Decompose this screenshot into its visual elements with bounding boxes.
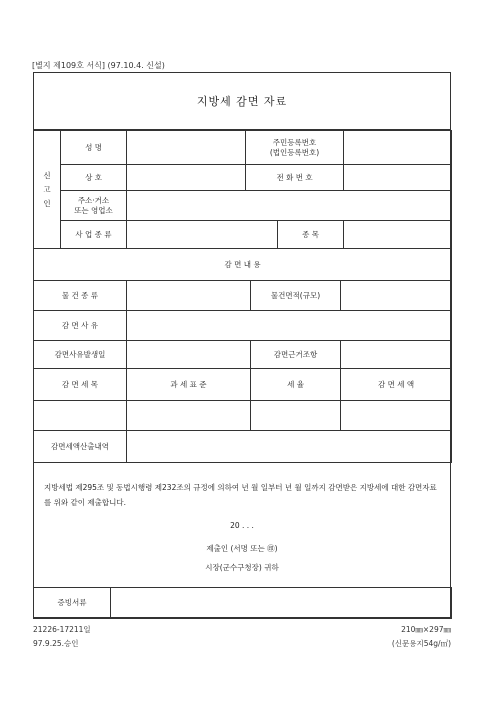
tax-item-label: 감 면 세 목	[34, 369, 127, 401]
reason-date-field[interactable]	[127, 341, 251, 369]
evidence-field[interactable]	[111, 588, 452, 619]
address-field[interactable]	[127, 191, 452, 221]
item-area-field[interactable]	[341, 281, 452, 311]
item-type-label: 물 건 종 류	[34, 281, 127, 311]
resident-no-label: 주민등록번호 (법인등록번호)	[246, 131, 344, 165]
reason-field[interactable]	[127, 311, 452, 341]
basis-label: 감면근거조항	[251, 341, 341, 369]
calc-detail-field[interactable]	[127, 431, 452, 463]
phone-label: 전 화 번 호	[246, 165, 344, 191]
footer-approval: 97.9.25.승인	[33, 639, 79, 648]
phone-field[interactable]	[344, 165, 452, 191]
calc-detail-label: 감면세액산출내역	[34, 431, 127, 463]
evidence-label: 증빙서류	[34, 588, 111, 619]
basis-field[interactable]	[341, 341, 452, 369]
category-label: 종 목	[278, 221, 344, 249]
name-label: 성 명	[61, 131, 127, 165]
footer-form-number: 21226-17211일	[33, 625, 91, 634]
exemption-section-header: 감 면 내 용	[34, 249, 452, 281]
exemption-table	[33, 248, 452, 463]
applicant-table	[33, 130, 452, 249]
category-field[interactable]	[344, 221, 452, 249]
resident-no-field[interactable]	[344, 131, 452, 165]
item-type-field[interactable]	[127, 281, 251, 311]
address-label: 주소·거소 또는 영업소	[61, 191, 127, 221]
tax-base-label: 과 세 표 준	[127, 369, 251, 401]
amount-label: 감 면 세 액	[341, 369, 452, 401]
tax-item-field[interactable]	[34, 401, 127, 431]
business-type-field[interactable]	[127, 221, 278, 249]
footer-paper-size: 210㎜×297㎜	[401, 625, 451, 634]
applicant-section-label: 신고인	[34, 131, 61, 249]
form-title: 지방세 감면 자료	[33, 72, 451, 130]
reason-date-label: 감면사유발생일	[34, 341, 127, 369]
name-field[interactable]	[127, 131, 246, 165]
declaration-recipient: 시장(군수구청장) 귀하	[205, 563, 279, 572]
form-id: [별지 제109호 서식] (97.10.4. 신설)	[32, 61, 165, 70]
declaration-text: 지방세법 제295조 및 동법시행령 제232조의 규정에 의하여 년 월 일부터 년 월 일까지 감면받은 지방세에 대한 감면자료를 위와 같이 제출합니다.	[44, 483, 437, 507]
declaration-date: 20 . . .	[230, 521, 254, 530]
tax-base-field[interactable]	[127, 401, 251, 431]
trade-name-label: 상 호	[61, 165, 127, 191]
tax-rate-label: 세 율	[251, 369, 341, 401]
amount-field[interactable]	[341, 401, 452, 431]
trade-name-field[interactable]	[127, 165, 246, 191]
business-type-label: 사 업 종 류	[61, 221, 127, 249]
footer-paper-type: (신문용지54g/㎡)	[391, 639, 451, 648]
reason-label: 감 면 사 유	[34, 311, 127, 341]
item-area-label: 물건면적(규모)	[251, 281, 341, 311]
evidence-table	[33, 587, 452, 619]
declaration-submitter: 제출인 (서명 또는 ㊞)	[206, 544, 278, 553]
tax-rate-field[interactable]	[251, 401, 341, 431]
